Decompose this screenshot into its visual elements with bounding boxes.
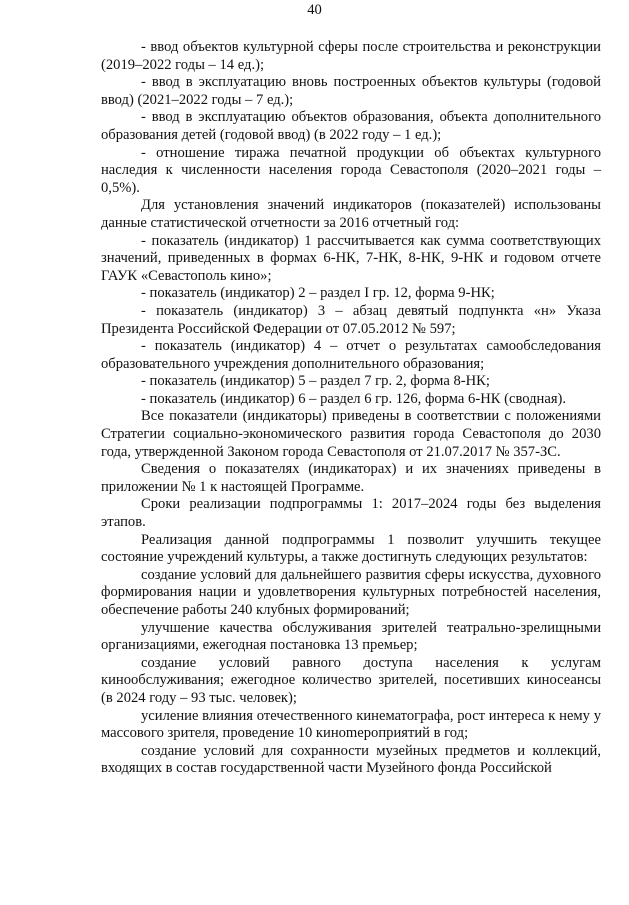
paragraph: Для установления значений индикаторов (показателей) использованы данные статистической отчетности за 2016 отчетный год: (101, 197, 601, 231)
paragraph: - показатель (индикатор) 3 – абзац девятый подпункта «н» Указа Президента Российской Федерации от 07.05.2012 № 597; (101, 302, 601, 337)
paragraph: Реализация данной подпрограммы 1 позволит улучшить текущее состояние учреждений культуры, а также достигнуть следующих результатов: (101, 531, 601, 566)
paragraph: создание условий равного доступа населения к услугам кинообслуживания; ежегодное количество зрителей, посетивших киносеансы (в 2024 году – 93 тыс. человек); (101, 654, 601, 706)
paragraph: Сроки реализации подпрограммы 1: 2017–2024 годы без выделения этапов. (101, 496, 601, 531)
page-number: 40 (307, 2, 322, 18)
body-text (101, 39, 601, 778)
paragraph: - показатель (индикатор) 5 – раздел 7 гр. 2, форма 8-НК; (141, 373, 490, 390)
paragraph: - показатель (индикатор) 6 – раздел 6 гр. 126, форма 6-НК (сводная). (141, 390, 567, 407)
paragraph: - ввод объектов культурной сферы после строительства и реконструкции (2019–2022 годы – 14 ед.); (101, 39, 601, 73)
paragraph: - ввод в эксплуатацию вновь построенных объектов культуры (годовой ввод) (2021–2022 годы – 7 ед.); (101, 74, 601, 108)
paragraph: усиление влияния отечественного кинематографа, рост интереса к нему у массового зрителя, проведение 10 кинomероприятий в год; (101, 707, 601, 742)
paragraph: - отношение тиража печатной продукции об объектах культурного наследия к численности населения города Севастополя (2020–2021 годы – 0,5%). (101, 144, 601, 196)
paragraph: - показатель (индикатор) 2 – раздел I гр. 12, форма 9-НК; (141, 285, 495, 302)
paragraph: Сведения о показателях (индикаторах) и их значениях приведены в приложении № 1 к настоящей Программе. (101, 461, 601, 495)
paragraph: улучшение качества обслуживания зрителей театрально-зрелищными организациями, ежегодная постановка 13 премьер; (101, 619, 601, 654)
paragraph: создание условий для дальнейшего развития сферы искусства, духовного формирования нации и удовлетворения культурных потребностей населения, обеспечение работы 240 клубных формирований; (101, 566, 601, 618)
paragraph: - показатель (индикатор) 1 рассчитывается как сумма соответствующих значений, приведенных в формах 6-НК, 7-НК, 8-НК, 9-НК и годовом отчете ГАУК «Севастополь кино»; (101, 232, 601, 284)
paragraph: создание условий для сохранности музейных предметов и коллекций, входящих в состав государственной части Музейного фонда Российской (101, 742, 601, 777)
paragraph: - ввод в эксплуатацию объектов образования, объекта дополнительного образования детей (годовой ввод) (в 2022 году – 1 ед.); (101, 109, 601, 143)
paragraph: Все показатели (индикаторы) приведены в соответствии с положениями Стратегии социально-экономического развития города Севастополя до 2030 года, утвержденной Законом города Севастополя от 21.07.2017 № 357-ЗС. (101, 408, 601, 460)
paragraph: - показатель (индикатор) 4 – отчет о результатах самообследования образовательного учреждения дополнительного образования; (101, 338, 601, 372)
